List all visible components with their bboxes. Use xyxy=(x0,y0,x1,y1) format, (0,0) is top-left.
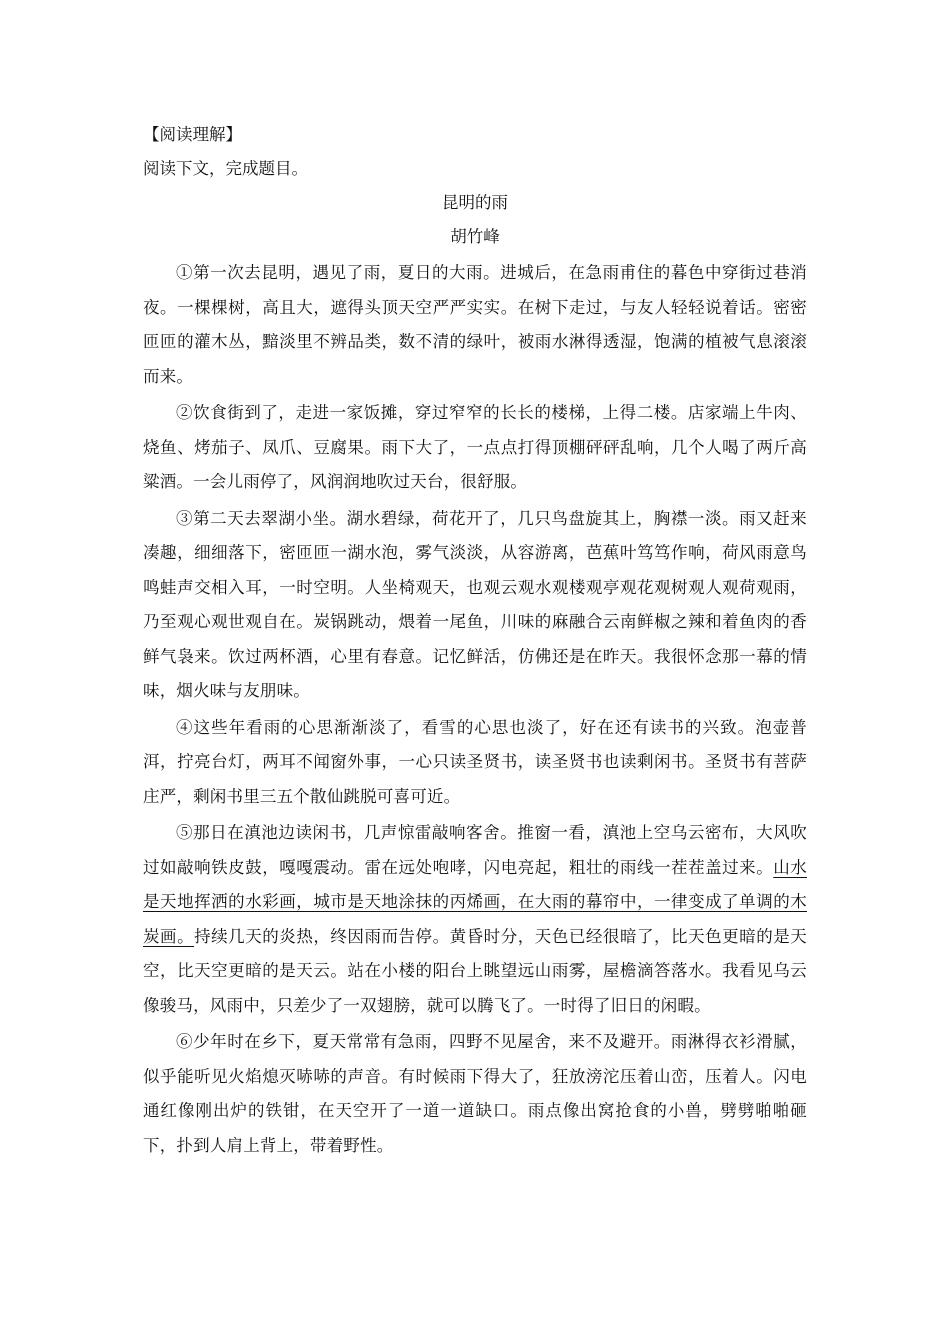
paragraph-5-after: 持续几天的炎热，终因雨而告停。黄昏时分，天色已经很暗了，比天色更暗的是天空，比天空更暗的是天云。站在小楼的阳台上眺望远山雨雾，屋檐滴答落水。我看见乌云像骏马，风雨中，只差少了一双翅膀，就可以腾飞了。一时得了旧日的闲暇。 xyxy=(143,926,807,1015)
paragraph-5-underlined-sentence: 山水是天地挥洒的水彩画，城市是天地涂抹的丙烯画，在大雨的幕帘中，一律变成了单调的木炭画。 xyxy=(143,857,807,946)
document-page xyxy=(143,118,807,1163)
section-label: 【阅读理解】 xyxy=(143,125,242,144)
paragraph-5 xyxy=(143,816,807,1023)
instruction-text: 阅读下文，完成题目。 xyxy=(143,159,308,178)
paragraph-1: ①第一次去昆明，遇见了雨，夏日的大雨。进城后，在急雨甫住的暮色中穿街过巷消夜。一棵棵树，高且大，遮得头顶天空严严实实。在树下走过，与友人轻轻说着话。密密匝匝的灌木丛，黯淡里不辨品类，数不清的绿叶，被雨水淋得透湿，饱满的植被气息滚滚而来。 xyxy=(143,263,807,386)
paragraph-2: ②饮食街到了，走进一家饭摊，穿过窄窄的长长的楼梯，上得二楼。店家端上牛肉、烧鱼、烤茄子、凤爪、豆腐果。雨下大了，一点点打得顶棚砰砰乱响，几个人喝了两斤高粱酒。一会儿雨停了，风润润地吹过天台，很舒服。 xyxy=(143,403,807,491)
paragraph-3: ③第二天去翠湖小坐。湖水碧绿，荷花开了，几只鸟盘旋其上，胸襟一淡。雨又赶来凑趣，细细落下，密匝匝一湖水泡，雾气淡淡，从容游离，芭蕉叶笃笃作响，荷风雨意鸟鸣蛙声交相入耳，一时空明。人坐椅观天，也观云观水观楼观亭观花观树观人观荷观雨，乃至观心观世观自在。炭锅跳动，煨着一尾鱼，川味的麻融合云南鲜椒之辣和着鱼肉的香鲜气袅来。饮过两杯酒，心里有春意。记忆鲜活，仿佛还是在昨天。我很怀念那一幕的情味，烟火味与友朋味。 xyxy=(143,508,807,700)
paragraph-6: ⑥少年时在乡下，夏天常常有急雨，四野不见屋舍，来不及避开。雨淋得衣衫滑腻，似乎能听见火焰熄灭哧哧的声音。有时候雨下得大了，狂放滂沱压着山峦，压着人。闪电通红像刚出炉的铁钳，在天空开了一道一道缺口。雨点像出窝抢食的小兽，劈劈啪啪砸下，扑到人肩上背上，带着野性。 xyxy=(143,1032,807,1155)
paragraph-5-before: ⑤那日在滇池边读闲书，几声惊雷敲响客舍。推窗一看，滇池上空乌云密布，大风吹过如敲响铁皮鼓，嘎嘎震动。雷在远处咆哮，闪电亮起，粗壮的雨线一茬茬盖过来。 xyxy=(143,823,807,877)
article-title: 昆明的雨 xyxy=(442,193,508,212)
paragraph-4: ④这些年看雨的心思渐渐淡了，看雪的心思也淡了，好在还有读书的兴致。泡壶普洱，拧亮台灯，两耳不闻窗外事，一心只读圣贤书，读圣贤书也读剩闲书。圣贤书有菩萨庄严，剩闲书里三五个散仙跳脱可喜可近。 xyxy=(143,717,807,806)
article-author: 胡竹峰 xyxy=(450,227,500,246)
